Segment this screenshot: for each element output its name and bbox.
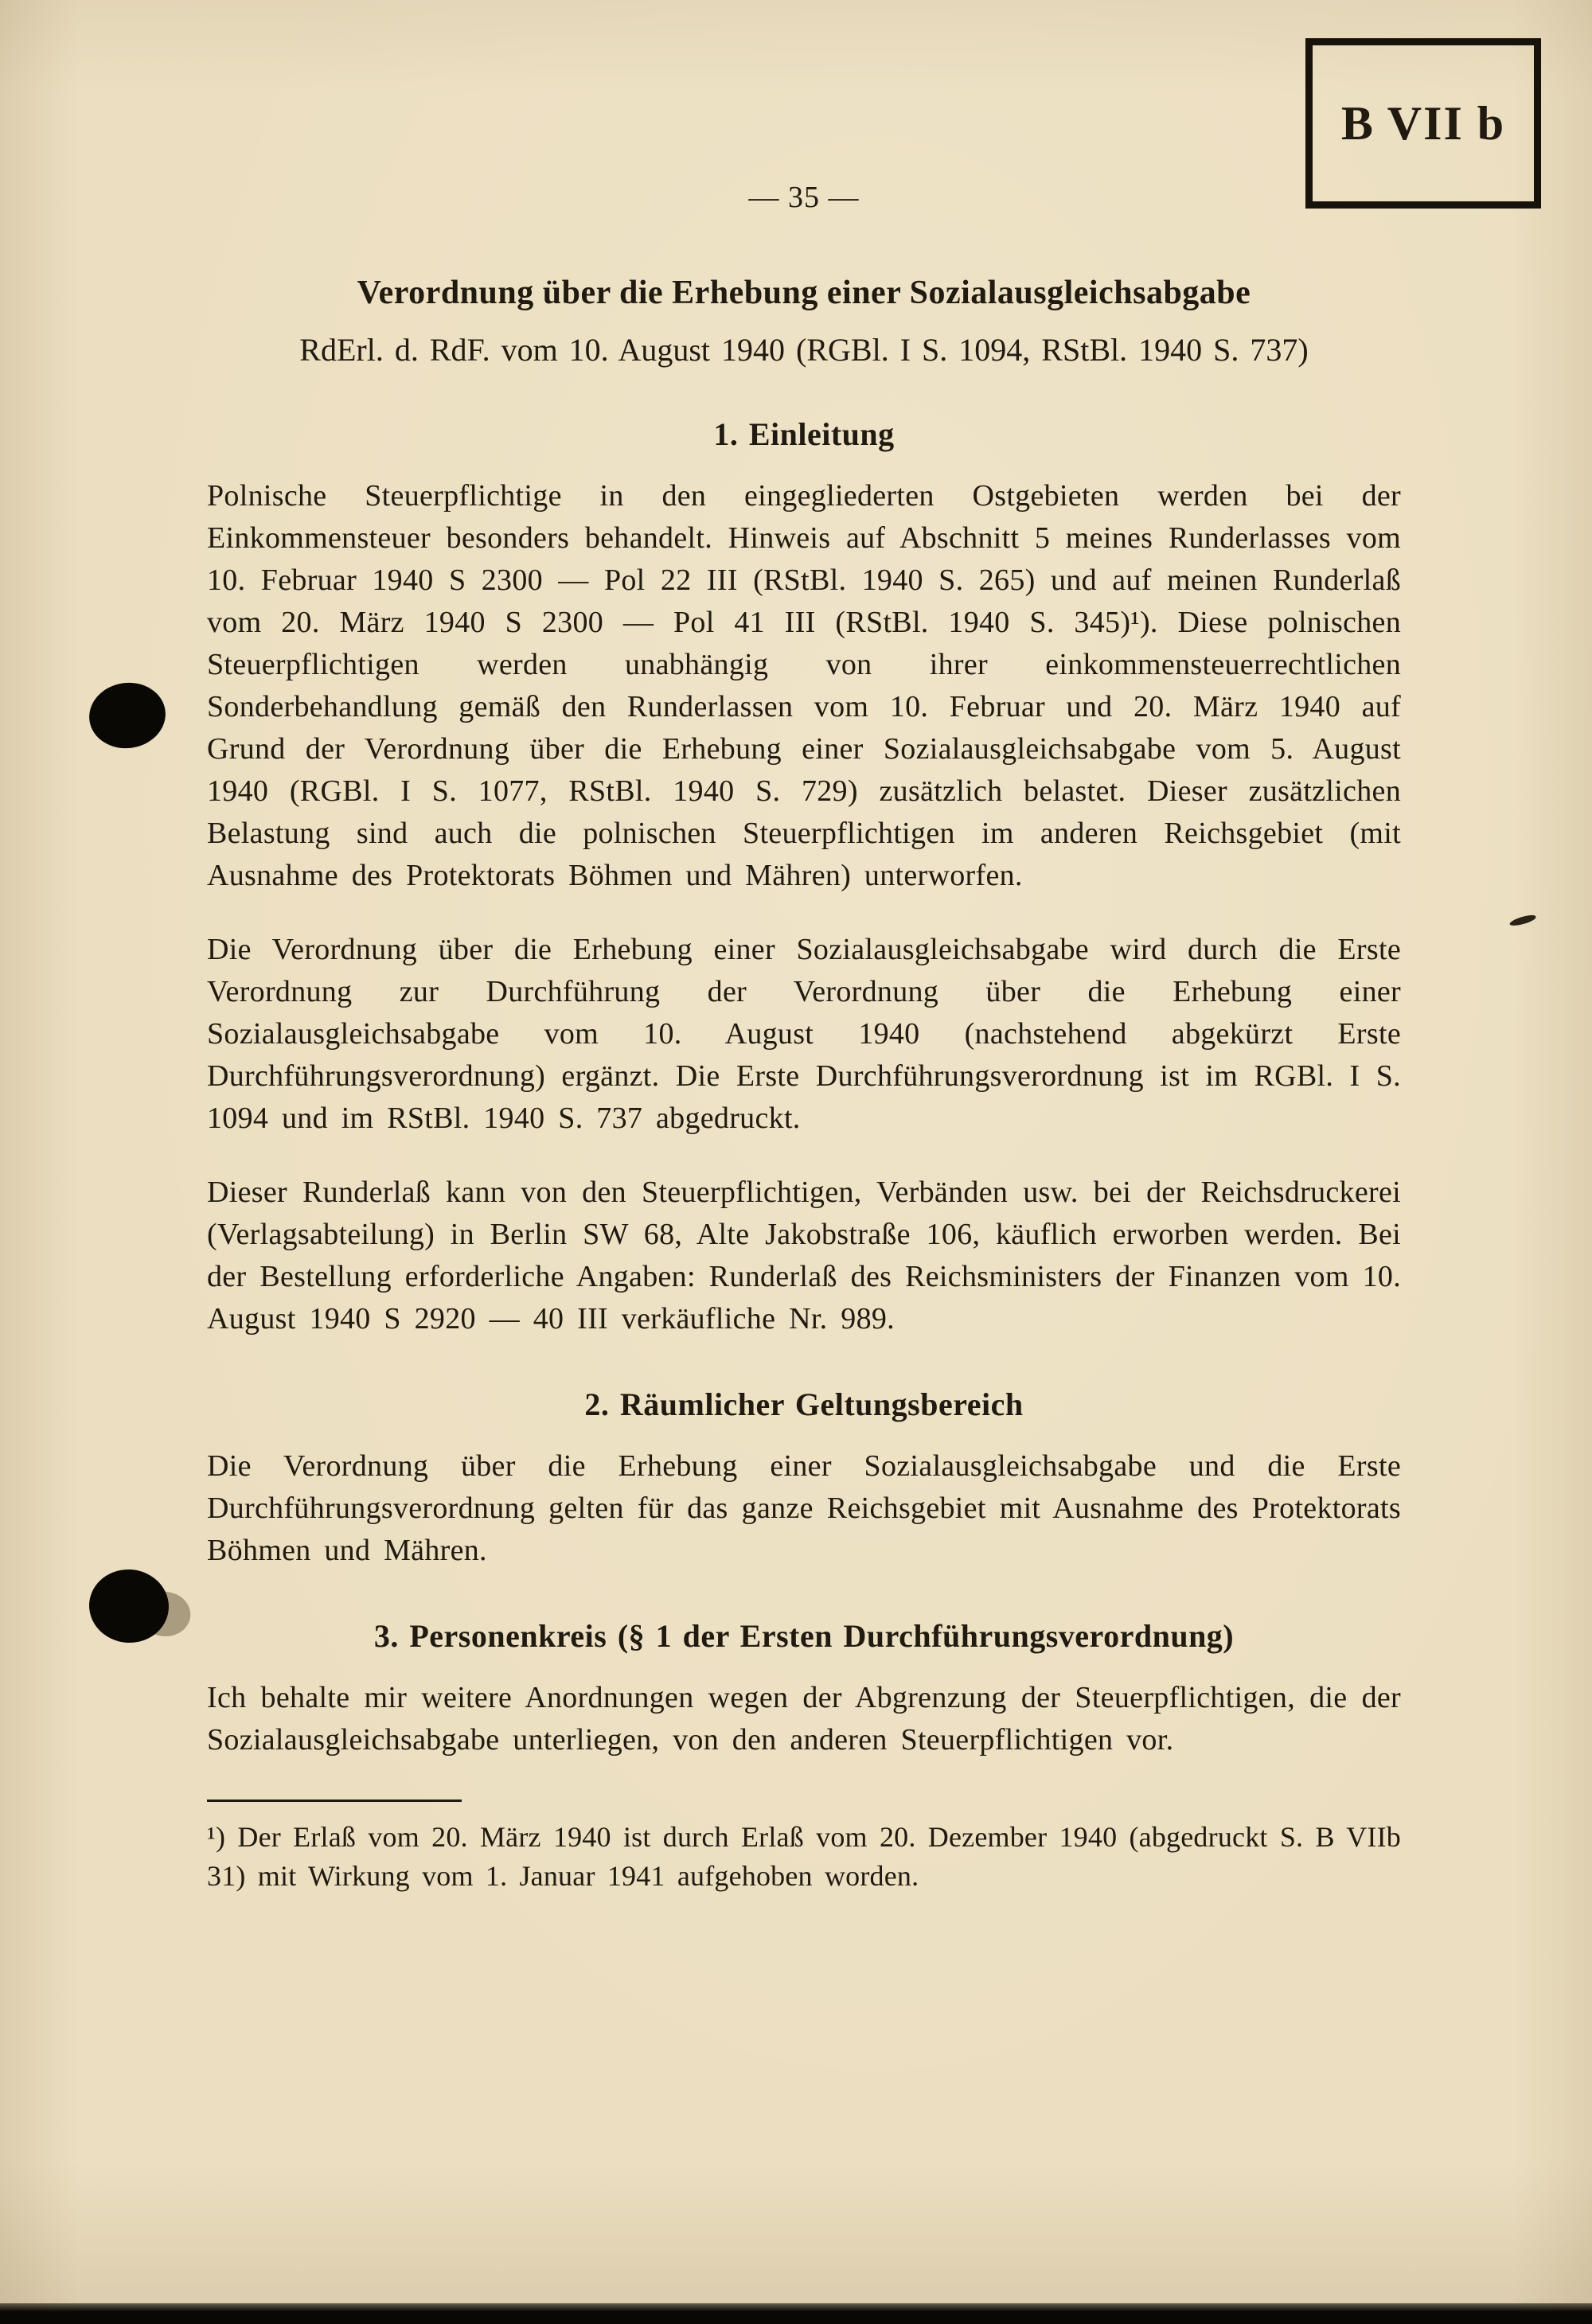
section-heading-geltungsbereich: 2. Räumlicher Geltungsbereich (584, 1386, 1024, 1422)
section-heading-einleitung: 1. Einleitung (713, 416, 895, 452)
paragraph: Die Verordnung über die Erhebung einer Sozialausgleichsabgabe wird durch die Erste Verordnung zur Durchführung der Verordnung über die Erhebung einer Sozialausgleichsabgabe vom 10. August 1940 (nachstehend abgekürzt Erste Durchführungsverordnung) ergänzt. Die Erste Durchführungsverordnung ist im RGBl. I S. 1094 und im RStBl. 1940 S. 737 abgedruckt. (207, 933, 1401, 1135)
paragraph: Dieser Runderlaß kann von den Steuerpflichtigen, Verbänden usw. bei der Reichsdruckerei (Verlagsabteilung) in Berlin SW 68, Alte Jakobstraße 106, käuflich erworben werden. Bei der Bestellung erforderliche Angaben: Runderlaß des Reichsministers der Finanzen vom 10. August 1940 S 2920 — 40 III verkäufliche Nr. 989. (207, 1176, 1401, 1336)
page-number: — 35 — (748, 181, 860, 214)
paragraph: Die Verordnung über die Erhebung einer Sozialausgleichsabgabe und die Erste Durchführungsverordnung gelten für das ganze Reichsgebiet mit Ausnahme des Protektorats Böhmen und Mähren. (207, 1449, 1401, 1567)
section-heading-personenkreis: 3. Personenkreis (§ 1 der Ersten Durchführungsverordnung) (373, 1618, 1235, 1654)
scan-edge (0, 2303, 1592, 2324)
document-title: Verordnung über die Erhebung einer Sozialausgleichsabgabe (357, 275, 1251, 311)
footnote-text: ¹) Der Erlaß vom 20. März 1940 ist durch Erlaß vom 20. Dezember 1940 (abgedruckt S. B VIIb 31) mit Wirkung vom 1. Januar 1941 aufgehoben worden. (207, 1821, 1401, 1892)
ink-speck (1508, 914, 1536, 927)
hole-punch-icon (86, 1566, 172, 1646)
classification-label: B VII b (1340, 96, 1506, 150)
page-content (207, 179, 1401, 1896)
hole-punch-icon (85, 678, 170, 754)
footnote (207, 1800, 1401, 1896)
document-subtitle: RdErl. d. RdF. vom 10. August 1940 (RGBl. I S. 1094, RStBl. 1940 S. 737) (299, 332, 1309, 368)
footnote-divider (207, 1800, 462, 1802)
paragraph: Polnische Steuerpflichtige in den eingegliederten Ostgebieten werden bei der Einkommensteuer besonders behandelt. Hinweis auf Abschnitt 5 meines Runderlasses vom 10. Februar 1940 S 2300 — Pol 22 III (RStBl. 1940 S. 265) und auf meinen Runderlaß vom 20. März 1940 S 2300 — Pol 41 III (RStBl. 1940 S. 345)¹). Diese polnischen Steuerpflichtigen werden unabhängig von ihrer einkommensteuerrechtlichen Sonderbehandlung gemäß den Runderlassen vom 10. Februar und 20. März 1940 auf Grund der Verordnung über die Erhebung einer Sozialausgleichsabgabe vom 5. August 1940 (RGBl. I S. 1077, RStBl. 1940 S. 729) zusätzlich belastet. Dieser zusätzlichen Belastung sind auch die polnischen Steuerpflichtigen im anderen Reichsgebiet (mit Ausnahme des Protektorats Böhmen und Mähren) unterworfen. (207, 479, 1401, 892)
paragraph: Ich behalte mir weitere Anordnungen wegen der Abgrenzung der Steuerpflichtigen, die der Sozialausgleichsabgabe unterliegen, von den anderen Steuerpflichtigen vor. (207, 1681, 1401, 1757)
